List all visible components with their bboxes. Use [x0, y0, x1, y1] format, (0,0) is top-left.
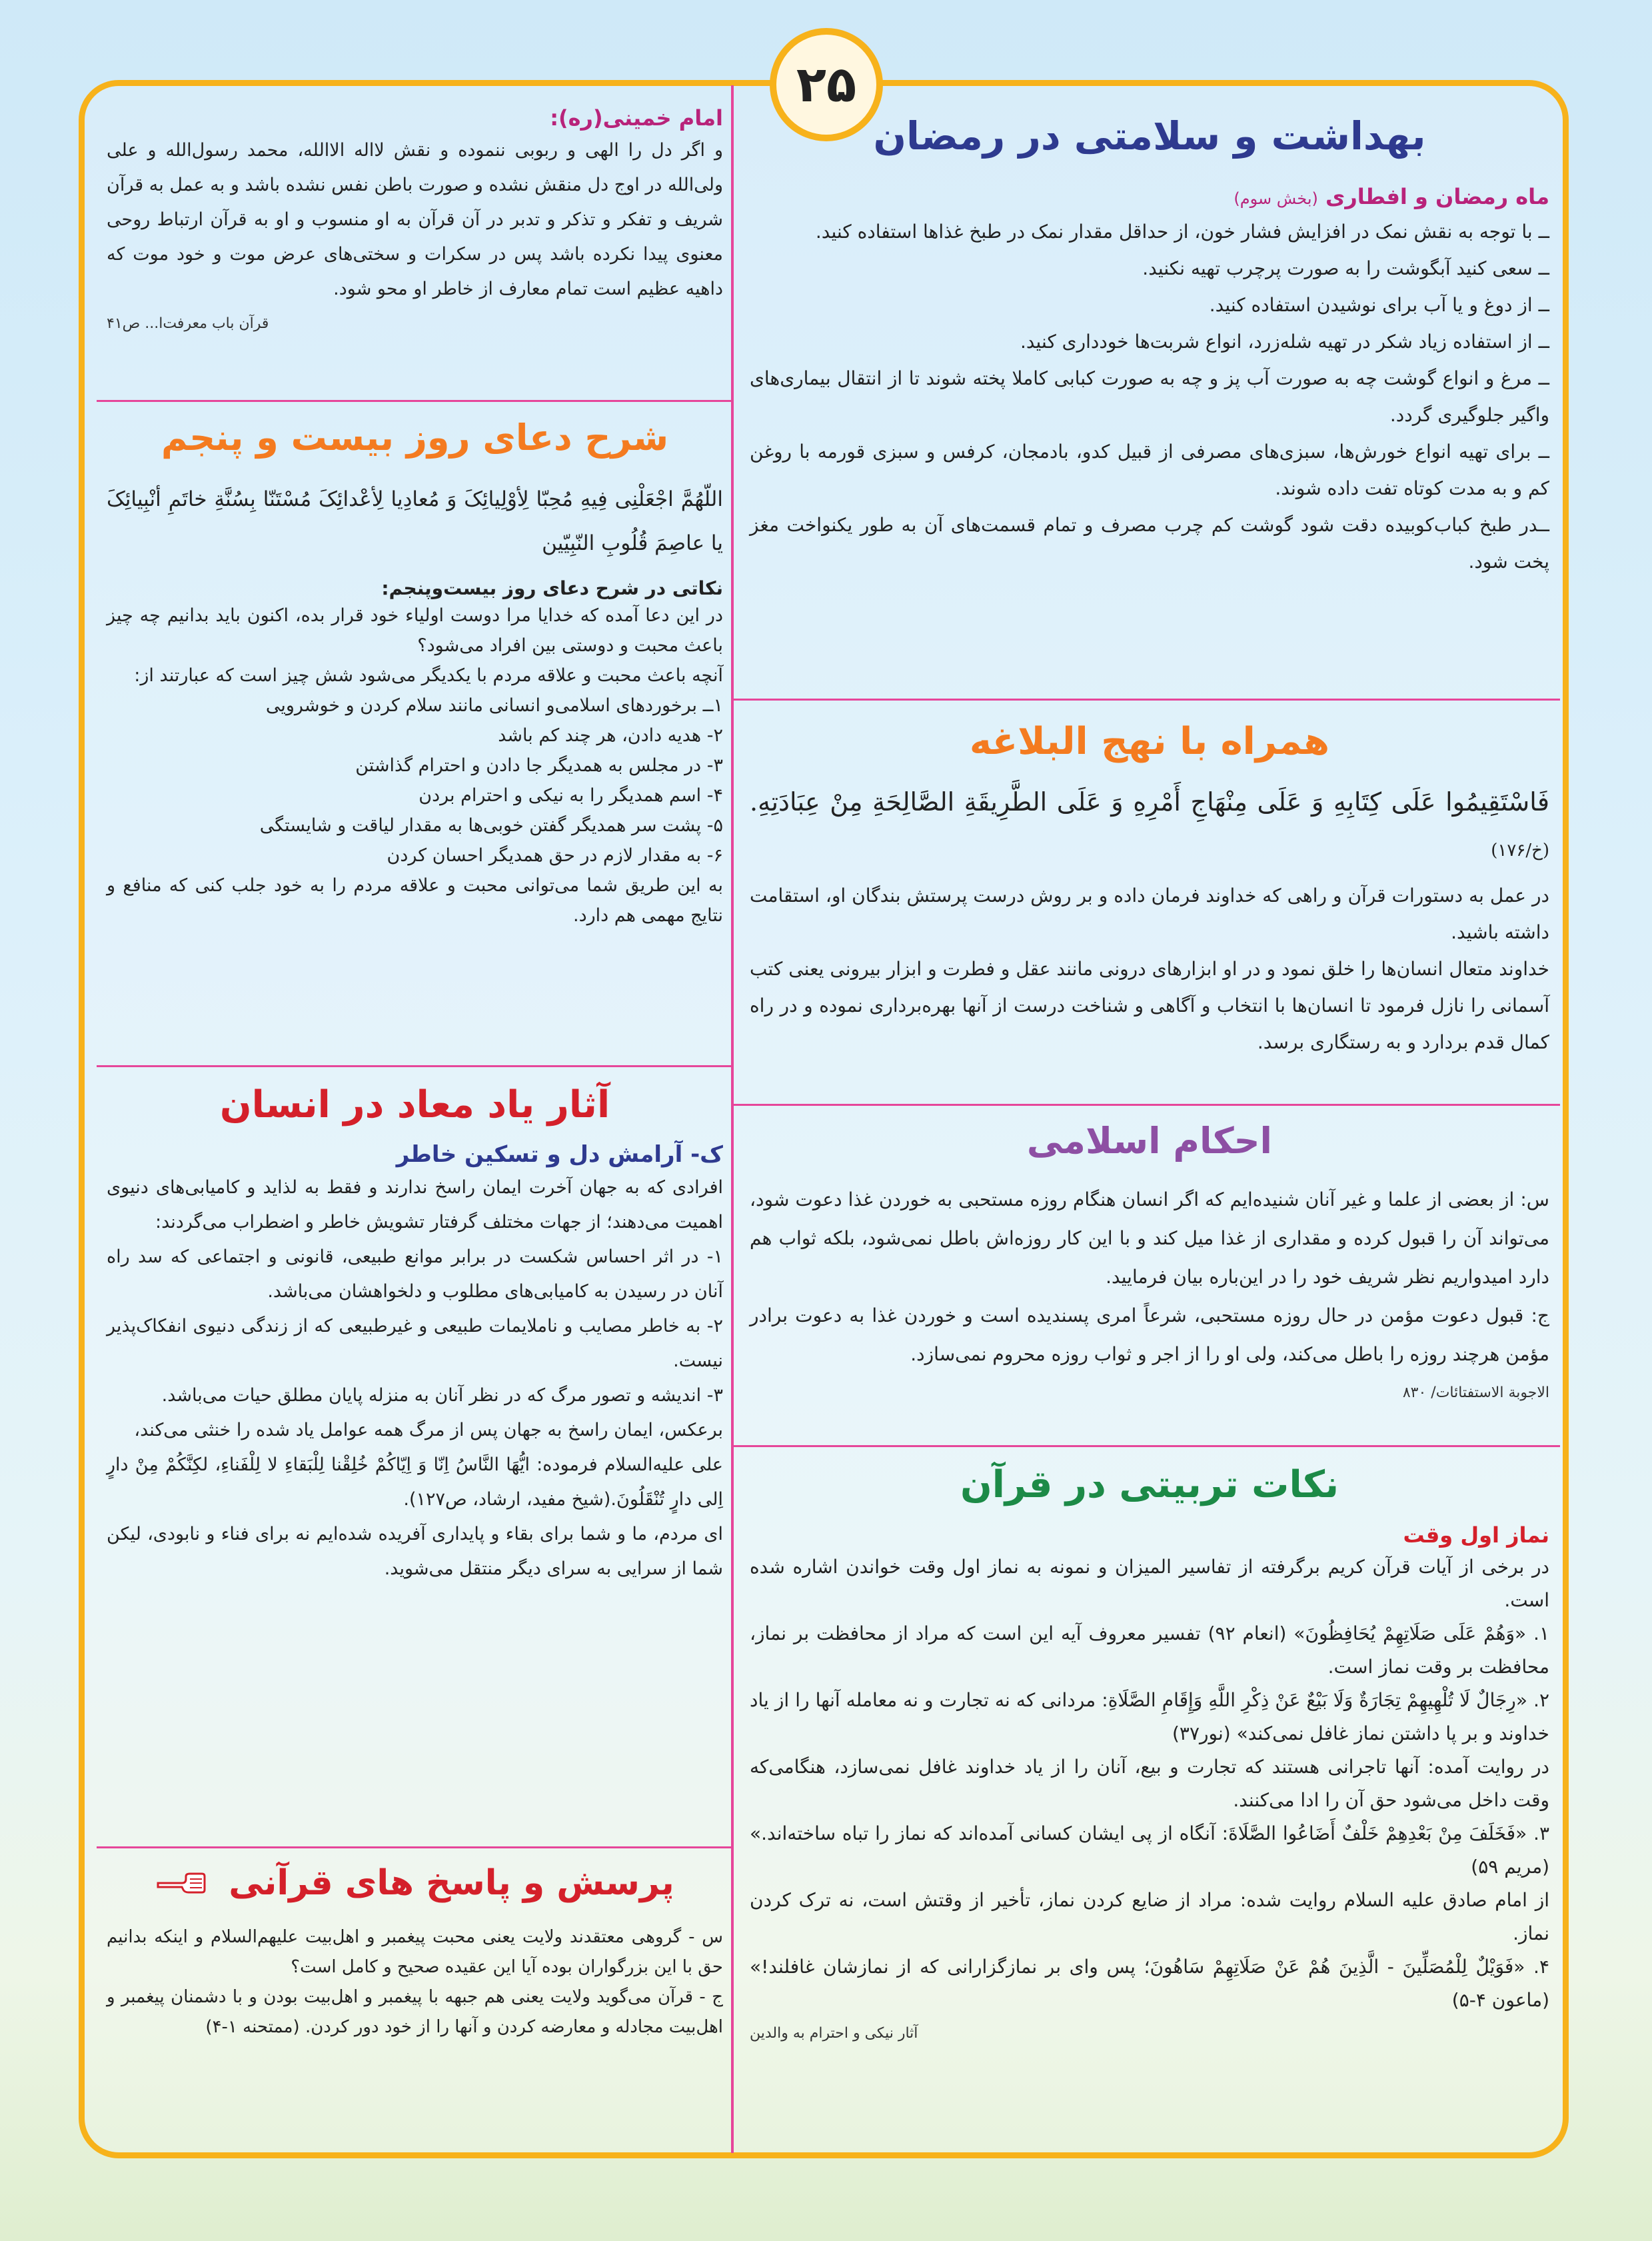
dua-subtitle: نکاتی در شرح دعای روز بیست‌وپنجم:	[381, 577, 723, 599]
dua-paragraph: در این دعا آمده که خدایا مرا دوست اولیاء خود قرار بده، اکنون باید بدانیم چه چیز باعث محبت و دوستی بین افراد می‌شود؟	[107, 605, 723, 656]
dua-title: شرح دعای روز بیست و پنجم	[161, 417, 669, 459]
health-item: ــ برای تهیه انواع خورش‌ها، سبزی‌های مصرفی از قبیل کدو، بادمجان، کرفس و سبزی قورمه با روغن کم و به مدت کوتاه تفت داده شوند.	[750, 441, 1549, 499]
section-health	[750, 113, 1549, 693]
health-item: ــ از دوغ و یا آب برای نوشیدن استفاده کنید.	[1209, 294, 1549, 316]
maad-paragraph: ۱- در اثر احساس شکست در برابر موانع طبیعی، قانونی و اجتماعی که سد راه آنان در رسیدن به کامیابی‌های مطلوب و دلخواهشان می‌باشد.	[107, 1246, 723, 1302]
quran-tips-paragraph: در روایت آمده: آنها تاجرانی هستند که تجارت و بیع، آنان را از یاد خداوند غافل نمی‌سازد، هنگامی‌که وقت داخل می‌شود حق آن را ادا می‌کنند.	[750, 1756, 1549, 1811]
dua-list-item: ۴- اسم همدیگر را به نیکی و احترام بردن	[418, 785, 723, 806]
porsesh-title: پرسش و پاسخ های قرآنی	[229, 1863, 674, 1903]
health-item: ــدر طبخ کباب‌کوبیده دقت شود گوشت کم چرب مصرف و تمام قسمت‌های آن به طور یکنواخت مغز پخت شود.	[750, 514, 1549, 573]
health-subtitle	[750, 184, 1549, 209]
dua-arabic: اللّهُمَّ اجْعَلْنِی فِیهِ مُحِبّا لِأوْلِیائِکَ وَ مُعادِیا لِأعْدائِکَ مُسْتَنّا بِسُنَّةِ خاتَمِ أنْبِیائِکَ یا عاصِمَ قُلُوبِ النّبِیّین	[107, 487, 723, 555]
dua-paragraph: آنچه باعث محبت و علاقه مردم با یکدیگر می‌شود شش چیز است که عبارتند از:	[134, 665, 723, 686]
health-item: ــ مرغ و انواع گوشت چه به صورت آب پز و چه به صورت کبابی کاملا پخته شوند تا از انتقال بیماری‌های واگیر جلوگیری گردد.	[750, 367, 1549, 426]
maad-paragraph: ۳- اندیشه و تصور مرگ که در نظر آنان به منزله پایان مطلق حیات می‌باشد.	[161, 1385, 723, 1406]
ahkam-source: الاجوبة الاستفتائات/ ۸۳۰	[1402, 1384, 1549, 1401]
divider-right-2	[734, 1104, 1560, 1106]
divider-left-1	[97, 400, 731, 402]
dua-list-item: ۳- در مجلس به همدیگر جا دادن و احترام گذاشتن	[355, 755, 723, 776]
quran-tips-title: نکات تربیتی در قرآن	[960, 1463, 1339, 1506]
health-subtitle-note: (بخش سوم)	[1234, 189, 1318, 208]
quran-tips-paragraph: ۳. «فَخَلَفَ مِنْ بَعْدِهِمْ خَلْفٌ أَضَاعُوا الصَّلَاةَ: آنگاه از پی ایشان کسانی آمده‌اند که نماز را تباه ساخته‌اند.» (مریم ۵۹)	[750, 1822, 1549, 1878]
khomeini-source: قرآن باب معرفت‌ا... ص۴۱	[107, 315, 269, 332]
section-dua	[107, 417, 723, 1060]
nahj-body	[750, 877, 1549, 1061]
quran-tips-paragraph: در برخی از آیات قرآن کریم برگرفته از تفاسیر المیزان و نمونه به نماز اول وقت خواندن اشاره شده است.	[750, 1556, 1549, 1611]
porsesh-question: س - گروهی معتقدند ولایت یعنی محبت پیغمبر و اهل‌بیت علیهم‌السلام و اینکه بدانیم حق با این بزرگواران بوده آیا این عقیده صحیح و کامل است؟	[107, 1927, 723, 1977]
porsesh-answer: ج - قرآن می‌گوید ولایت یعنی هم جبهه با پیغمبر و اهل‌بیت بودن و با دشمنان پیغمبر و اهل‌بیت مجادله و معارضه کردن و آنها را از خود دور کردن. (ممتحنه ۱-۴)	[107, 1987, 723, 2037]
porsesh-title-row	[107, 1863, 723, 1905]
divider-right-3	[734, 1445, 1560, 1447]
health-item: ــ با توجه به نقش نمک در افزایش فشار خون، از حداقل مقدار نمک در طبخ غذاها استفاده کنید.	[815, 221, 1549, 243]
ahkam-answer: ج: قبول دعوت مؤمن در حال روزه مستحبی، شرعاً امری پسندیده است و خوردن غذا به دعوت برادر مؤمن هرچند روزه را باطل می‌کند، ولی او را از اجر و ثواب روزه محروم نمی‌سازد.	[750, 1304, 1549, 1365]
nahj-paragraph: در عمل به دستورات قرآن و راهی که خداوند فرمان داده و بر روش درست پرستش بندگان او، استقامت داشته باشید.	[750, 885, 1549, 943]
nahj-arabic: فَاسْتَقِيمُوا عَلَى كِتَابِهِ وَ عَلَى مِنْهَاجِ أَمْرِهِ وَ عَلَى الطَّرِيقَةِ الصَّالِحَةِ مِنْ عِبَادَتِهِ.	[750, 787, 1549, 817]
quran-tips-body	[750, 1550, 1549, 2050]
dua-list-item: ۵- پشت سر همدیگر گفتن خوبی‌ها به مقدار لیاقت و شایستگی	[259, 815, 723, 836]
khomeini-text: و اگر دل را الهی و ربوبی ننموده و نقش لااله الاالله، محمد رسول‌الله و علی ولی‌الله در اوج دل منقش نشده و صورت باطن نفس نشده باشد و به عمل به قرآن شریف و تفکر و تذکر و تدبر در آن قرآن به او منسوب و او به قرآن ارتباط روحی معنوی پیدا نکرده باشد پس در سکرات و سختی‌های عرض موت و خود موت که داهیه عظیم است تمام معارف از خاطر او محو شود.	[107, 140, 723, 299]
ahkam-title: احکام اسلامی	[1026, 1120, 1273, 1162]
dua-list-item: ۲- هدیه دادن، هر چند کم باشد	[498, 725, 723, 746]
column-divider	[731, 85, 734, 2153]
nahj-paragraph: خداوند متعال انسان‌ها را خلق نمود و در او ابزارهای درونی مانند عقل و فطرت و ابزار بیرونی یعنی کتب آسمانی را نازل فرمود تا انسان‌ها با انتخاب و آگاهی و شناخت درست از آنها بهره‌برداری نموده و در راه کمال قدم بردارد و به رستگاری برسد.	[750, 958, 1549, 1053]
maad-subtitle: ک- آرامش دل و تسکین خاطر	[396, 1141, 723, 1168]
quran-tips-paragraph: ۱. «وَهُمْ عَلَى صَلَاتِهِمْ يُحَافِظُونَ» (انعام ۹۲) تفسیر معروف آیه این است که مراد از محافظت بر نماز، محافظت بر وقت نماز است.	[750, 1622, 1549, 1678]
dua-list-item: ۱ــ برخوردهای اسلامی‌و انسانی مانند سلام کردن و خوشرویی	[265, 695, 723, 716]
porsesh-body	[107, 1922, 723, 2042]
nahj-title: همراه با نهج البلاغه	[969, 720, 1330, 763]
page-number-badge: ۲۵	[770, 28, 883, 141]
health-item: ــ از استفاده زیاد شکر در تهیه شله‌زرد، انواع شربت‌ها خودداری کنید.	[1020, 331, 1549, 353]
quran-tips-paragraph: از امام صادق علیه السلام روایت شده: مراد از ضایع کردن نماز، تأخیر از وقتش است، نه ترک کردن نماز.	[750, 1889, 1549, 1944]
health-title: بهداشت و سلامتی در رمضان	[873, 113, 1426, 159]
maad-body	[107, 1170, 723, 1586]
divider-left-2	[97, 1065, 731, 1067]
health-item: ــ سعی کنید آبگوشت را به صورت پرچرب تهیه نکنید.	[1142, 257, 1549, 279]
maad-paragraph: علی علیه‌السلام فرموده: ایُّهَا النَّاسُ اِنّا وَ اِیّاکُمْ خُلِقْنا لِلْبَقاءِ لا لِلْفَناءِ، لکِنَّکُمْ مِنْ دارٍ اِلی دارٍ تُنْقَلُونَ.(شیخ مفید، ارشاد، ص۱۲۷).	[107, 1454, 723, 1510]
maad-paragraph: برعکس، ایمان راسخ به جهان پس از مرگ همه عوامل یاد شده را خنثی می‌کند،	[134, 1420, 723, 1440]
khomeini-body	[107, 133, 723, 341]
maad-title: آثار یاد معاد در انسان	[219, 1083, 610, 1126]
ahkam-body	[750, 1180, 1549, 1412]
nahj-arabic-text	[750, 779, 1549, 873]
quran-tips-subtitle: نماز اول وقت	[1403, 1522, 1549, 1548]
quran-tips-paragraph: ۴. «فَوَيْلٌ لِلْمُصَلِّينَ - الَّذِينَ هُمْ عَنْ صَلَاتِهِمْ سَاهُونَ؛ پس وای بر نمازگزارانی که از نمازشان غافلند!» (ماعون ۴-۵)	[750, 1956, 1549, 2011]
quran-tips-paragraph: ۲. «رِجَالٌ لَا تُلْهِيهِمْ تِجَارَةٌ وَلَا بَيْعٌ عَنْ ذِكْرِ اللَّهِ وَإِقَامِ الصَّلَاةِ: مردانی که نه تجارت و نه معامله آنها را از یاد خداوند و بر پا داشتن نماز غافل نمی‌کند» (نور۳۷)	[750, 1689, 1549, 1744]
khomeini-title: امام خمینی(ره):	[550, 105, 723, 131]
health-subtitle-main: ماه رمضان و افطاری	[1325, 184, 1549, 209]
pointing-hand-icon	[155, 1865, 207, 1905]
maad-paragraph: ۲- به خاطر مصایب و ناملایمات طبیعی و غیرطبیعی که از زندگی دنیوی انفکاک‌پذیر نیست.	[107, 1316, 723, 1371]
section-quran-tips	[750, 1463, 1549, 2150]
divider-right-1	[734, 699, 1560, 701]
section-porsesh	[107, 1863, 723, 2150]
section-ahkam	[750, 1120, 1549, 1440]
section-nahj	[750, 720, 1549, 1100]
quran-tips-source: آثار نیکی و احترام به والدین	[750, 2025, 918, 2042]
section-maad	[107, 1083, 723, 1843]
section-khomeini	[107, 105, 723, 397]
ahkam-question: س: از بعضی از علما و غیر آنان شنیده‌ایم که اگر انسان هنگام روزه مستحبی به خوردن غذا دعوت شود، می‌تواند آن را قبول کرده و مقداری از غذا میل کند و با این کار روزه‌اش باطل نمی‌شود، بلکه ثواب هم دارد امیدواریم نظر شریف خود را در این‌باره بیان فرمایید.	[750, 1188, 1549, 1288]
nahj-ref: (خ/۱۷۶)	[1491, 841, 1549, 861]
dua-body	[107, 601, 723, 931]
dua-paragraph: به این طریق شما می‌توانی محبت و علاقه مردم را به خود جلب کنی که منافع و نتایج مهمی هم دارد.	[107, 875, 723, 926]
health-body	[750, 213, 1549, 580]
dua-list-item: ۶- به مقدار لازم در حق همدیگر احسان کردن	[387, 845, 723, 866]
divider-left-3	[97, 1846, 731, 1848]
maad-paragraph: ای مردم، ما و شما برای بقاء و پایداری آفریده شده‌ایم نه برای فناء و نابودی، لیکن شما از سرایی به سرای دیگر منتقل می‌شوید.	[107, 1524, 723, 1579]
maad-paragraph: افرادی که به جهان آخرت ایمان راسخ ندارند و فقط به لذاید و کامیابی‌های دنیوی اهمیت می‌دهند؛ از جهات مختلف گرفتار تشویش خاطر و اضطراب می‌گردند:	[107, 1177, 723, 1232]
